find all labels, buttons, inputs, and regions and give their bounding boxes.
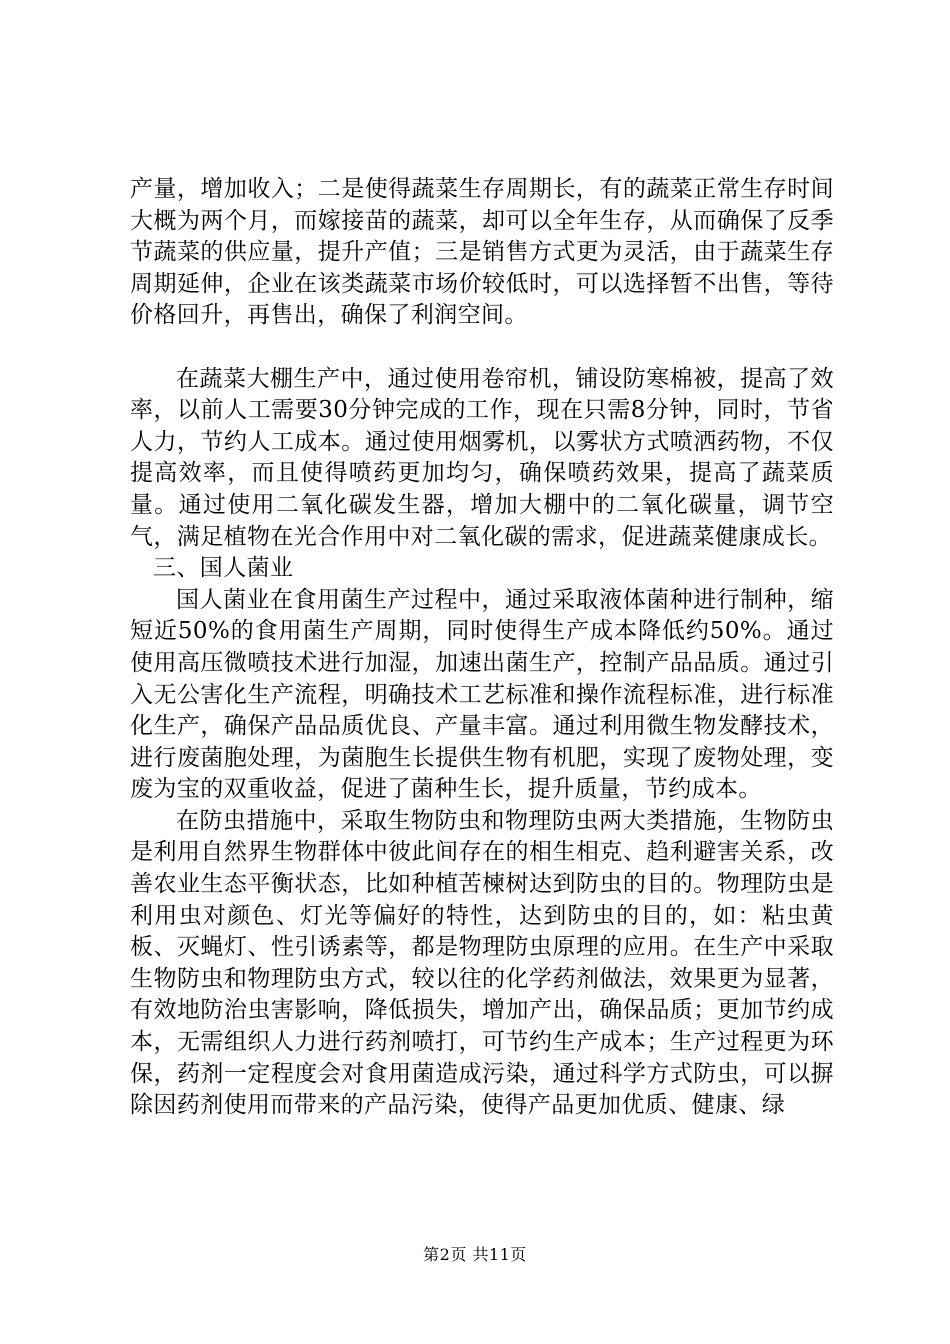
paragraph-pest-control: 在防虫措施中，采取生物防虫和物理防虫两大类措施，生物防虫是利用自然界生物群体中彼此间存在的相生相克、趋利避害关系，改善农业生态平衡状态，比如种植苦楝树达到防虫的目的。物理防虫是利用虫对颜色、灯光等偏好的特性，达到防虫的目的，如：粘虫黄板、灭蝇灯、性引诱素等，都是物理防虫原理的应用。在生产中采取生物防虫和物理防虫方式，较以往的化学药剂做法，效果更为显著，有效地防治虫害影响，降低损失，增加产出，确保品质；更加节约成本，无需组织人力进行药剂喷打，可节约生产成本；生产过程更为环保，药剂一定程度会对食用菌造成污染，通过科学方式防虫，可以摒除因药剂使用而带来的产品污染，使得产品更加优质、健康、绿 — [130, 807, 834, 1119]
paragraph-greenhouse: 在蔬菜大棚生产中，通过使用卷帘机，铺设防寒棉被，提高了效率，以前人工需要30分钟完成的工作，现在只需8分钟，同时，节省人力，节约人工成本。通过使用烟雾机，以雾状方式喷洒药物，不仅提高效率，而且使得喷药更加均匀，确保喷药效果，提高了蔬菜质量。通过使用二氧化碳发生器，增加大棚中的二氧化碳量，调节空气，满足植物在光合作用中对二氧化碳的需求，促进蔬菜健康成长。 — [130, 365, 834, 550]
page-footer: 第2页 共11页 — [423, 1245, 527, 1264]
section-heading: 三、国人菌业 — [153, 555, 294, 582]
paragraph-continued: 产量，增加收入；二是使得蔬菜生存周期长，有的蔬菜正常生存时间大概为两个月，而嫁接苗的蔬菜，却可以全年生存，从而确保了反季节蔬菜的供应量，提升产值；三是销售方式更为灵活，由于蔬菜生存周期延伸，企业在该类蔬菜市场价较低时，可以选择暂不出售，等待价格回升，再售出，确保了利润空间。 — [130, 176, 834, 329]
document-body — [130, 174, 834, 1122]
paragraph-fungus-industry: 国人菌业在食用菌生产过程中，通过采取液体菌种进行制种，缩短近50%的食用菌生产周期，同时使得生产成本降低约50%。通过使用高压微喷技术进行加湿，加速出菌生产，控制产品品质。通过引入无公害化生产流程，明确技术工艺标准和操作流程标准，进行标准化生产，确保产品品质优良、产量丰富。通过利用微生物发酵技术，进行废菌胞处理，为菌胞生长提供生物有机肥，实现了废物处理，变废为宝的双重收益，促进了菌种生长，提升质量，节约成本。 — [130, 586, 834, 803]
